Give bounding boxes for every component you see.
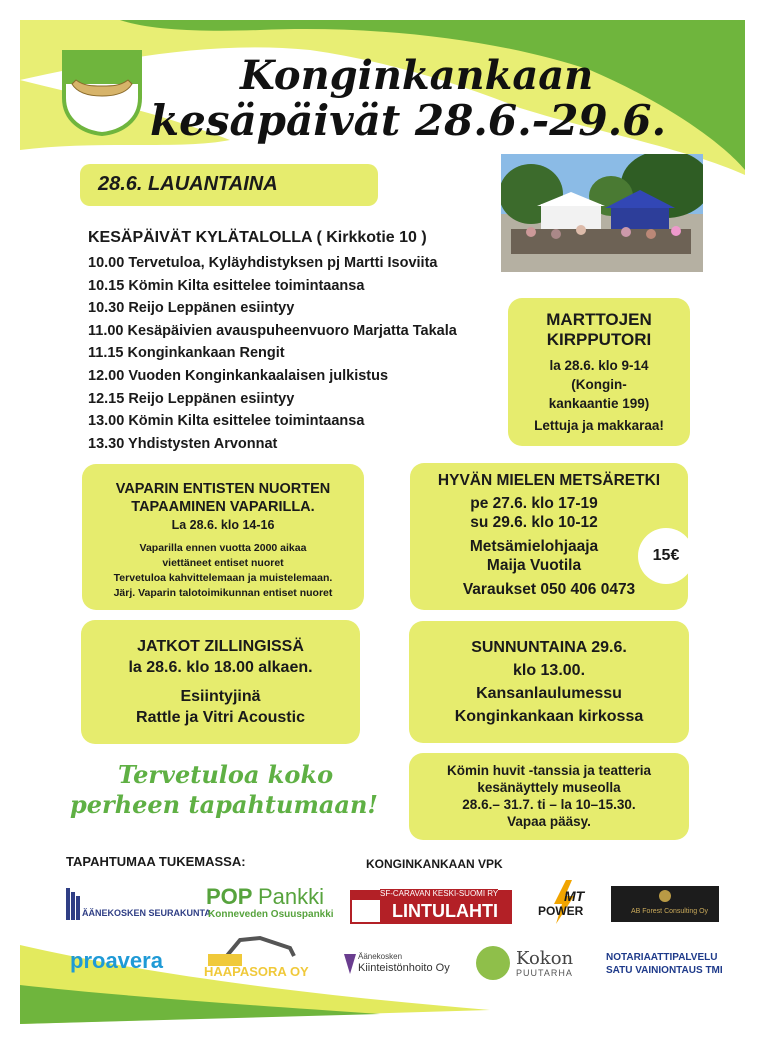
vapari-title: TAPAAMINEN VAPARILLA. <box>131 499 315 515</box>
pop-text: POP <box>206 884 253 909</box>
museum-admission: Vapaa pääsy. <box>507 814 591 829</box>
vapari-date: La 28.6. klo 14-16 <box>171 518 275 532</box>
sponsor-seurakunta-logo <box>66 886 216 922</box>
sponsor-mt-power-logo <box>538 880 598 926</box>
coat-of-arms-logo <box>62 50 142 136</box>
event-title-line1: Konginkankaan <box>240 52 594 99</box>
pop-subtitle: Konneveden Osuuspankki <box>208 909 334 920</box>
flea-market-address: kankaantie 199) <box>548 396 650 411</box>
museum-desc: kesänäyttely museolla <box>477 780 621 795</box>
forest-walk-date: pe 27.6. klo 17-19 <box>470 495 598 512</box>
vapari-desc: viettäneet entiset nuoret <box>162 557 284 569</box>
haapasora-text: HAAPASORA OY <box>204 964 309 979</box>
mt-text: MT <box>564 888 585 904</box>
forest-walk-guide: Metsämielohjaaja <box>469 538 599 555</box>
lintulahti-text: LINTULAHTI <box>392 901 498 921</box>
sponsor-vpk: KONGINKANKAAN VPK <box>366 857 503 871</box>
sponsor-lintulahti-logo <box>350 890 512 924</box>
flea-market-title: MARTTOJEN <box>546 310 652 329</box>
forest-walk-booking: Varaukset 050 406 0473 <box>462 581 636 598</box>
price-badge <box>638 528 694 584</box>
flea-market-address: (Kongin- <box>571 377 627 392</box>
vapari-desc: Järj. Vaparin talotoimikunnan entiset nuoret <box>113 587 333 599</box>
day-header-text: 28.6. LAUANTAINA <box>98 173 278 195</box>
sponsor-kiinteistonhoito-logo <box>344 952 464 980</box>
day-header-box <box>80 164 378 206</box>
museum-exhibition-box <box>409 753 689 840</box>
program-item: 10.30 Reijo Leppänen esiintyy <box>88 300 295 317</box>
program-item: 13.30 Yhdistysten Arvonnat <box>88 435 278 452</box>
kiinteisto-top: Äänekosken <box>358 952 403 961</box>
after-party-time: la 28.6. klo 18.00 alkaen. <box>128 659 313 676</box>
power-text: POWER <box>538 904 584 918</box>
sunday-event: Kansanlaulumessu <box>476 685 622 702</box>
caravan-top-text: SF-CARAVAN KESKI-SUOMI RY <box>380 889 499 898</box>
kokon-emblem-icon <box>476 946 510 980</box>
kiinteisto-name: Kiinteistönhoito Oy <box>358 962 450 974</box>
welcome-greeting-line2: perheen tapahtumaan! <box>70 790 378 819</box>
sponsor-notaari-logo <box>606 952 728 980</box>
program-item: 10.00 Tervetuloa, Kyläyhdistyksen pj Martti Isoviita <box>88 255 438 271</box>
sunday-title: SUNNUNTAINA 29.6. <box>471 639 627 656</box>
program-item: 10.15 Kömin Kilta esittelee toimintaansa <box>88 277 365 294</box>
vapari-desc: Tervetuloa kahvittelemaan ja muistelemaan. <box>113 572 333 584</box>
sunday-time: klo 13.00. <box>512 662 586 679</box>
after-party-title: JATKOT ZILLINGISSÄ <box>137 638 304 655</box>
museum-title: Kömin huvit -tanssia ja teatteria <box>446 763 652 778</box>
program-item: 11.15 Konginkankaan Rengit <box>88 345 285 362</box>
after-party-box <box>81 620 360 744</box>
after-party-performers: Rattle ja Vitri Acoustic <box>136 709 305 726</box>
welcome-greeting-line1: Tervetuloa koko <box>118 760 334 789</box>
notaari-line2: SATU VAINIONTAUS TMI <box>606 965 723 976</box>
program-heading: KESÄPÄIVÄT KYLÄTALOLLA ( Kirkkotie 10 ) <box>88 229 427 246</box>
forest-walk-guide-name: Maija Vuotila <box>486 556 582 574</box>
sponsor-proavera-logo: proavera <box>70 948 163 973</box>
sponsor-seurakunta-text: ÄÄNEKOSKEN SEURAKUNTA <box>82 908 211 918</box>
program-item: 12.15 Reijo Leppänen esiintyy <box>88 390 295 407</box>
sunday-mass-box <box>409 621 689 743</box>
pankki-text: Pankki <box>258 884 325 909</box>
vapari-desc: Vaparilla ennen vuotta 2000 aikaa <box>139 542 307 554</box>
vapari-reunion-box <box>82 464 364 610</box>
forest-walk-date: su 29.6. klo 10-12 <box>470 513 598 531</box>
program-item: 11.00 Kesäpäivien avauspuheenvuoro Marjatta Takala <box>88 322 457 339</box>
sponsor-kokon-puutarha-logo <box>476 946 586 984</box>
program-item: 12.00 Vuoden Konginkankaalaisen julkistus <box>88 367 389 384</box>
ab-forest-text: AB Forest Consulting Oy <box>631 908 709 915</box>
after-party-performers-label: Esiintyjinä <box>180 688 261 705</box>
sponsor-pop-pankki-logo <box>206 884 332 924</box>
museum-dates: 28.6.– 31.7. ti – la 10–15.30. <box>462 797 636 812</box>
program-item: 13.00 Kömin Kilta esittelee toimintaansa <box>88 413 365 430</box>
flea-market-subtitle: KIRPPUTORI <box>546 330 652 349</box>
event-title-line2: kesäpäivät 28.6.-29.6. <box>150 96 667 145</box>
sponsor-haapasora-logo <box>200 934 312 982</box>
kokon-text: Kokon <box>516 948 574 969</box>
sponsor-ab-forest-logo <box>611 886 719 922</box>
sponsors-heading: TAPAHTUMAA TUKEMASSA: <box>66 854 246 869</box>
puutarha-text: PUUTARHA <box>516 968 573 978</box>
notaari-line1: NOTARIAATTIPALVELU <box>606 952 718 963</box>
program-schedule <box>88 229 508 455</box>
flea-market-time: la 28.6. klo 9-14 <box>549 358 649 373</box>
flea-market-note: Lettuja ja makkaraa! <box>534 418 664 433</box>
flea-market-box <box>508 298 690 446</box>
sunday-location: Konginkankaan kirkossa <box>454 708 644 725</box>
price-text: 15€ <box>652 547 680 564</box>
forest-walk-title: HYVÄN MIELEN METSÄRETKI <box>437 472 661 489</box>
vapari-title: VAPARIN ENTISTEN NUORTEN <box>115 481 331 497</box>
event-photo <box>501 154 703 272</box>
